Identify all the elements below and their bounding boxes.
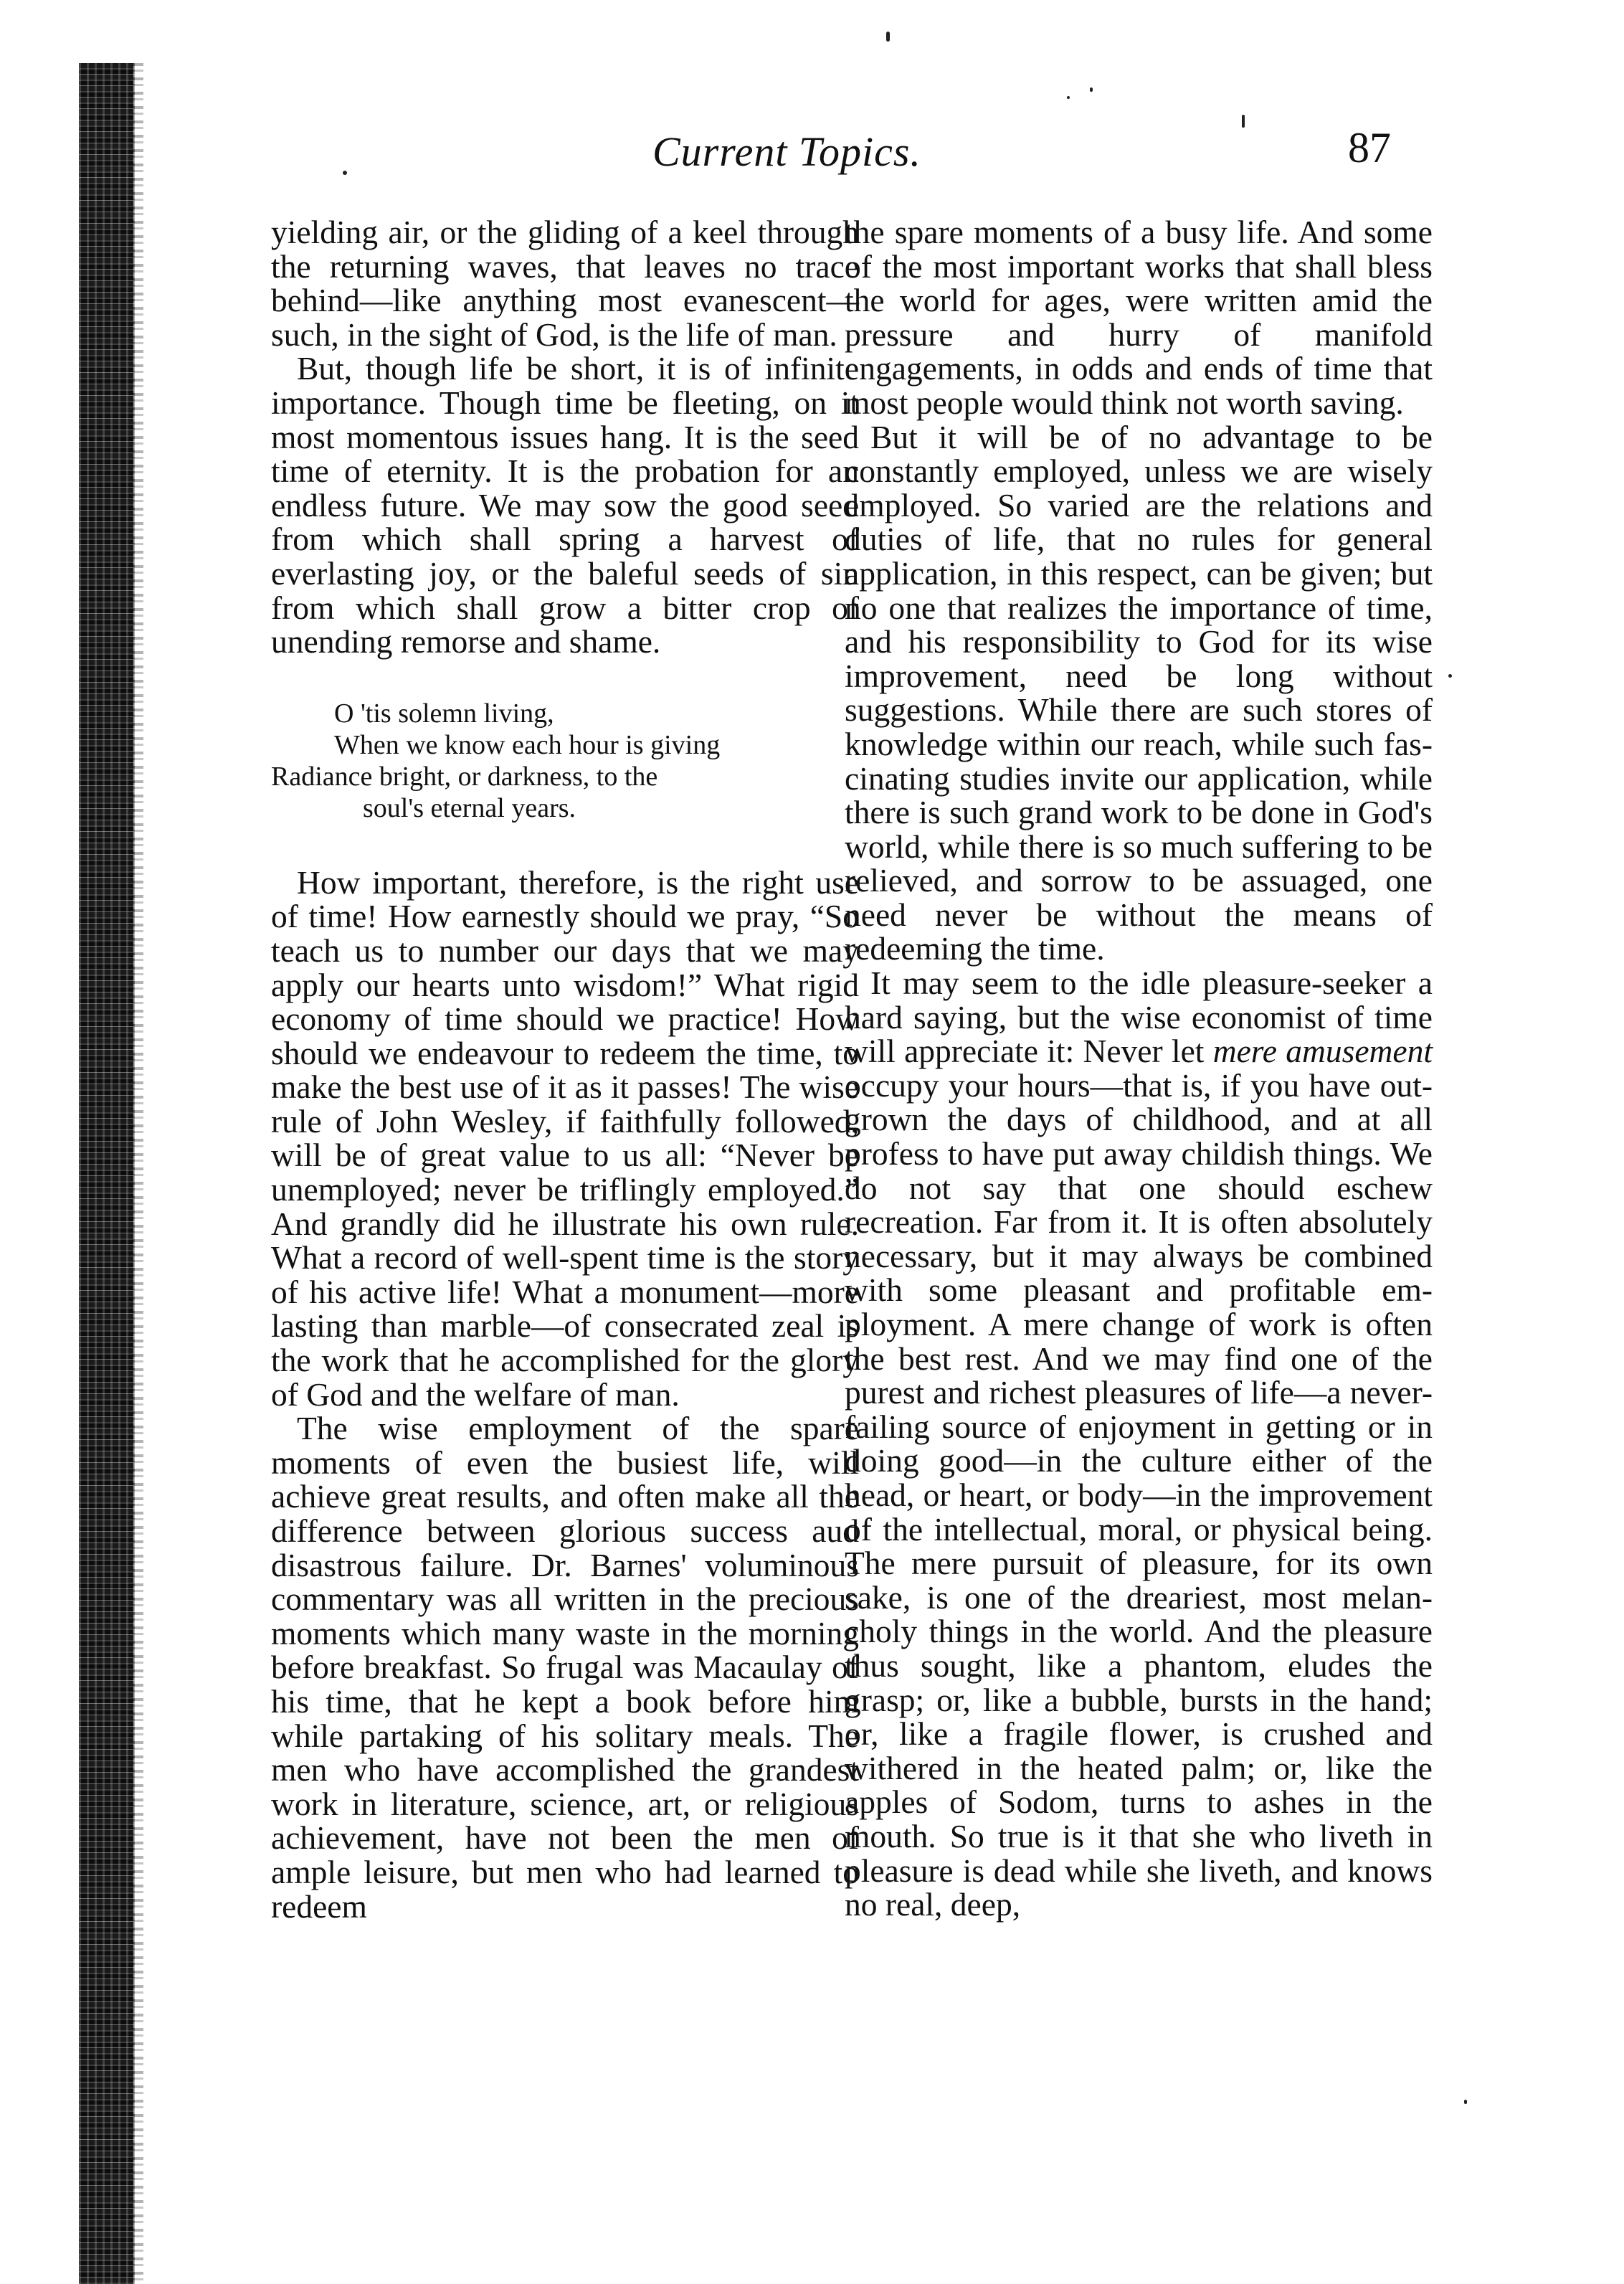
left-column bbox=[271, 215, 859, 1923]
page-number: 87 bbox=[1348, 124, 1391, 171]
paragraph-text: occupy your hours—that is, if you have outgrown the days of childhood, and at all profess to have put away childish things. We do not say that one should eschew recreation. Far from it. It is often absolutely necessary, but it may always be combined with some pleasant and profitable employment. A mere change of work is often the best rest. And we may find one of the purest and richest pleasures of life—a never-failing source of enjoyment in getting or in doing good—in the culture either of the head, or heart, or body—in the improvement of the intellectual, moral, or physical being. The mere pursuit of pleasure, for its own sake, is one of the dreariest, most melancholy things in the world. And the pleasure thus sought, like a phantom, eludes the grasp; or, like a bubble, bursts in the hand; or, like a fragile flower, is crushed and withered in the heated palm; or, like the apples of Sodom, turns to ashes in the mouth. So true is it that she who liveth in pleasure is dead while she liveth, and knows no real, deep, bbox=[845, 1066, 1433, 1923]
paragraph: The wise employment of the spare moments of even the busiest life, will achieve great results, and often make all the difference between glorious success aud disastrous failure. Dr. Barnes' voluminous commentary was all written in the precious moments which many waste in the morning before breakfast. So frugal was Macaulay of his time, that he kept a book before him while partaking of his solitary meals. The men who have accomplished the grandest work in literature, science, art, or religious achievement, have not been the men of ample leisure, but men who had learned to redeem bbox=[271, 1410, 859, 1925]
page-binding-edge bbox=[79, 63, 135, 2284]
verse-line: Radiance bright, or darkness, to the bbox=[271, 761, 658, 792]
speck-mark bbox=[1067, 96, 1070, 99]
verse-quotation bbox=[271, 698, 859, 824]
page-binding-shadow bbox=[133, 63, 143, 2284]
page-header bbox=[330, 122, 1405, 186]
speck-mark bbox=[1090, 87, 1093, 92]
verse-line: When we know each hour is giving bbox=[334, 729, 721, 760]
paragraph: But, though life be short, it is of infinite importance. Though time be fleeting, on it most momentous issues hang. It is the seed time of eternity. It is the probation for an endless future. We may sow the good seed from which shall spring a harvest of everlasting joy, or the baleful seeds of sin from which shall grow a bitter crop of unending remorse and shame. bbox=[271, 350, 859, 660]
verse-line: O 'tis solemn living, bbox=[334, 698, 554, 729]
speck-mark bbox=[1448, 674, 1452, 678]
paragraph: the spare moments of a busy life. And some of the most important works that shall bless the world for ages, were written amid the pressure and hurry of manifold engagements, in odds and ends of time that most people would think not worth saving. bbox=[845, 214, 1433, 421]
paragraph bbox=[845, 966, 1433, 1922]
paragraph: yielding air, or the gliding of a keel through the returning waves, that leaves no trace behind—like anything most evanescent—such, in the sight of God, is the life of man. bbox=[271, 214, 859, 353]
paragraph-text: It may seem to the idle pleasure-seeker a hard saying, but the wise economist of time will appreciate it: Never let bbox=[845, 965, 1433, 1070]
speck-mark bbox=[886, 32, 890, 42]
emphasized-text: mere amusement bbox=[1212, 1033, 1433, 1070]
verse-line: soul's eternal years. bbox=[363, 792, 576, 823]
right-column bbox=[845, 215, 1433, 1922]
speck-mark bbox=[1464, 2100, 1467, 2104]
running-title: Current Topics. bbox=[652, 128, 921, 175]
paragraph: How important, therefore, is the right use of time! How earnestly should we pray, “So teach us to number our days that we may apply our hearts unto wisdom!” What rigid economy of time should we practice! How should we endeavour to redeem the time, to make the best use of it as it passes! The wise rule of John Wesley, if faithfully followed, will be of great value to us all: “Never be unemployed; never be triflingly employed.” And grandly did he illustrate his own rule. What a record of well-spent time is the story of his active life! What a monument—more lasting than marble—of consecrated zeal is the work that he accomplished for the glory of God and the welfare of man. bbox=[271, 863, 859, 1413]
paragraph: But it will be of no advantage to be constantly employed, unless we are wisely employed. So varied are the relations and duties of life, that no rules for general application, in this respect, can be given; but no one that realizes the importance of time, and his responsibility to God for its wise improvement, need be long without suggestions. While there are such stores of knowledge within our reach, while such fascinating studies invite our application, while there is such grand work to be done in God's world, while there is so much suffering to be relieved, and sorrow to be assuaged, one need never be without the means of redeeming the time. bbox=[845, 418, 1433, 967]
